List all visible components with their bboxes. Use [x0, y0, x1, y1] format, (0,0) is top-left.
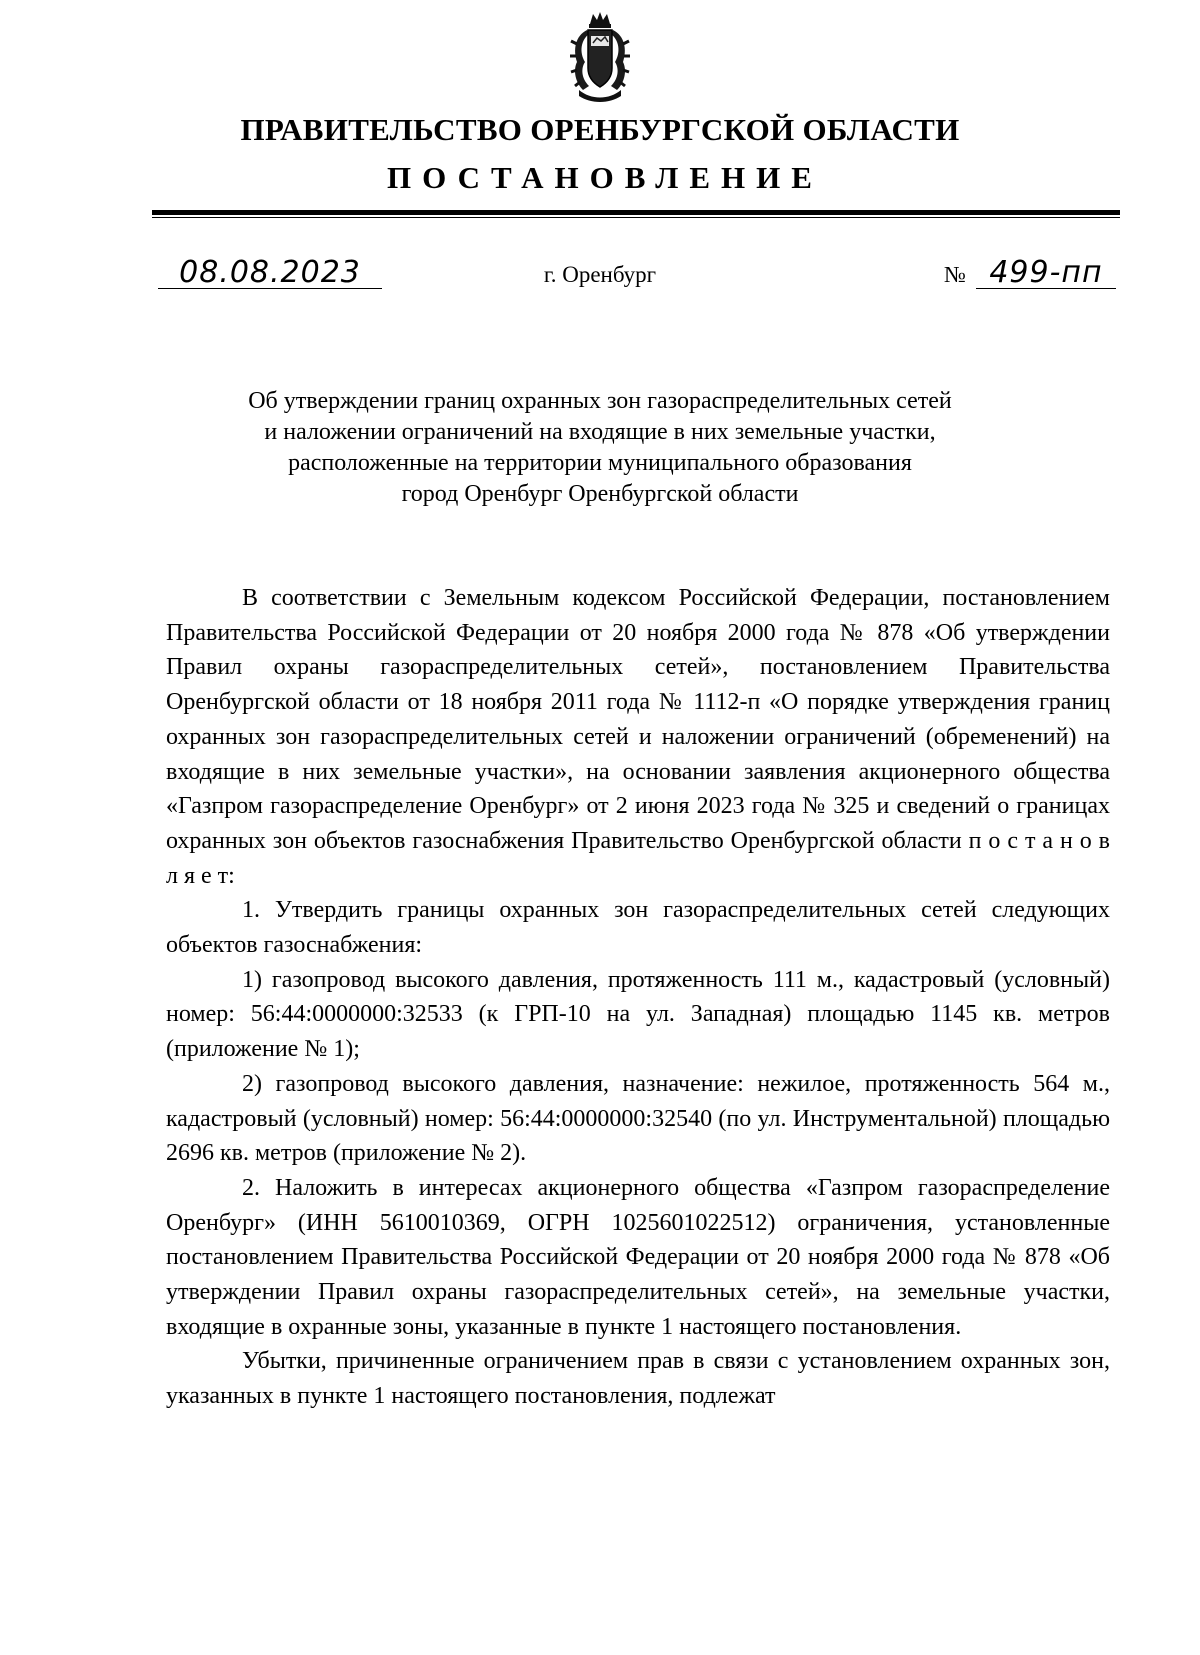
coat-of-arms-icon: [567, 10, 633, 102]
title-line: расположенные на территории муниципального образования: [288, 450, 912, 476]
header-divider-thin: [152, 217, 1120, 218]
preamble-paragraph: [166, 581, 1110, 893]
document-type: ПОСТАНОВЛЕНИЕ: [387, 160, 823, 195]
title-line: Об утверждении границ охранных зон газораспределительных сетей: [248, 388, 952, 414]
document-city: г. Оренбург: [543, 262, 657, 287]
document-number: 499-пп: [976, 258, 1116, 289]
title-line: город Оренбург Оренбургской области: [401, 481, 799, 507]
paragraph-1: 1. Утвердить границы охранных зон газораспределительных сетей следующих объектов газоснабжения:: [166, 897, 1110, 959]
number-sign: №: [944, 262, 966, 287]
document-title: [0, 386, 1200, 510]
paragraph-3: Убытки, причиненные ограничением прав в связи с установлением охранных зон, указанных в пункте 1 настоящего постановления, подлежат: [166, 1348, 1110, 1410]
government-name: ПРАВИТЕЛЬСТВО ОРЕНБУРГСКОЙ ОБЛАСТИ: [240, 112, 960, 147]
paragraph-1-item-2: 2) газопровод высокого давления, назначение: нежилое, протяженность 564 м., кадастровый (условный) номер: 56:44:0000000:32540 (по ул. Инструментальной) площадью 2696 кв. метров (приложение № 2).: [166, 1070, 1110, 1167]
paragraph-2: 2. Наложить в интересах акционерного общества «Газпром газораспределение Оренбург» (ИНН 5610010369, ОГРН 1025601022512) ограничения, установленные постановлением Правительства Российской Федерации от 20 ноября 2000 года № 878 «Об утверждении Правил охраны газораспределительных сетей», на земельные участки, входящие в охранные зоны, указанные в пункте 1 настоящего постановления.: [166, 1174, 1110, 1340]
title-line: и наложении ограничений на входящие в них земельные участки,: [264, 419, 936, 445]
preamble-text: В соответствии с Земельным кодексом Российской Федерации, постановлением Правительства Российской Федерации от 20 ноября 2000 года № 878 «Об утверждении Правил охраны газораспределительных сетей», постановлением Правительства Оренбургской области от 18 ноября 2011 года № 1112-п «О порядке утверждения границ охранных зон газораспределительных сетей и наложении ограничений (обременений) на входящие в них земельные участки», на основании заявления акционерного общества «Газпром газораспределение Оренбург» от 2 июня 2023 года № 325 и сведений о границах охранных зон объектов газоснабжения Правительство Оренбургской области: [166, 585, 1110, 854]
paragraph-1-item-1: 1) газопровод высокого давления, протяженность 111 м., кадастровый (условный) номер: 56:44:0000000:32533 (к ГРП-10 на ул. Западная) площадью 1145 кв. метров (приложение № 1);: [166, 966, 1110, 1063]
resolves-word: п о с т а н о в л я е т:: [166, 827, 1111, 889]
document-date: 08.08.2023: [158, 258, 382, 289]
document-body: [166, 581, 1110, 1414]
header-divider: [152, 210, 1120, 215]
